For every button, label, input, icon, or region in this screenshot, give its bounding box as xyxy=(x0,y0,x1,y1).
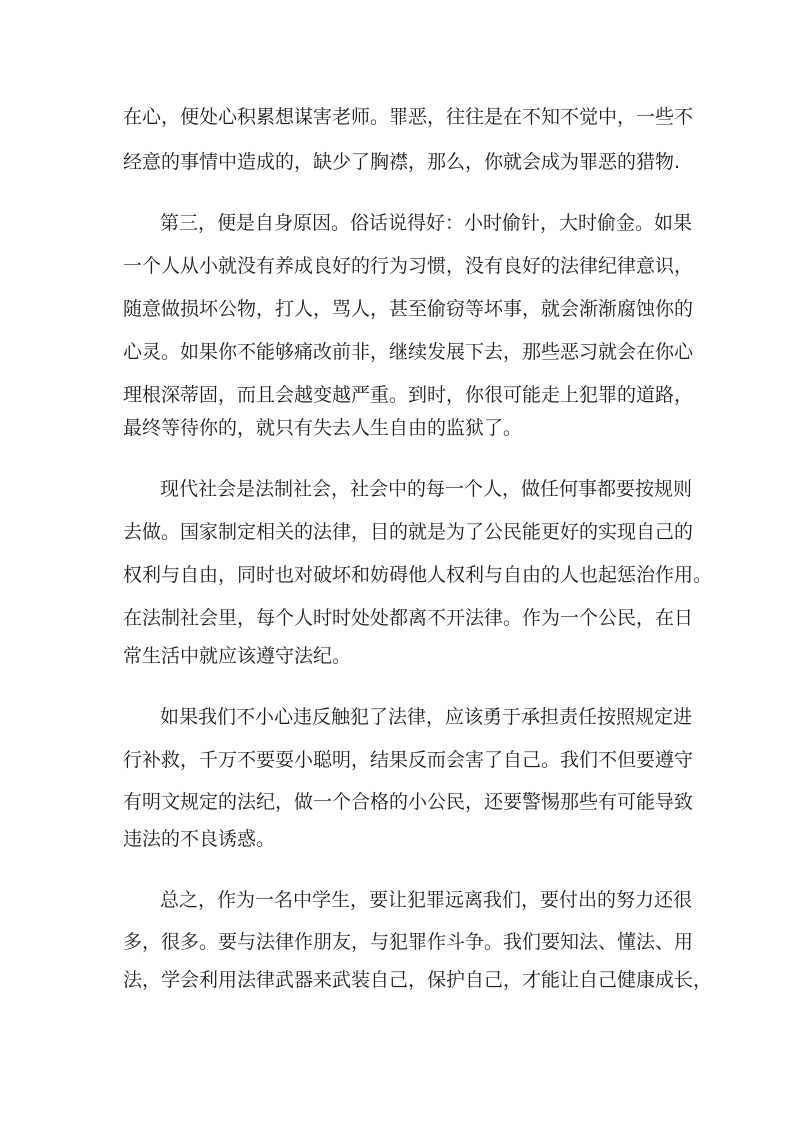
text-line: 理根深蒂固，而且会越变越严重。到时，你很可能走上犯罪的道路， xyxy=(123,384,694,406)
text-line: 一个人从小就没有养成良好的行为习惯，没有良好的法律纪律意识， xyxy=(123,255,694,277)
text-line: 多，很多。要与法律作朋友，与犯罪作斗争。我们要知法、懂法、用 xyxy=(123,931,694,953)
text-line: 现代社会是法制社会，社会中的每一个人，做任何事都要按规则 xyxy=(160,478,693,500)
text-line: 有明文规定的法纪，做一个合格的小公民，还要警惕那些有可能导致 xyxy=(123,791,694,813)
text-line: 经意的事情中造成的，缺少了胸襟，那么，你就会成为罪恶的猎物. xyxy=(123,151,681,173)
text-line: 法，学会利用法律武器来武装自己，保护自己，才能让自己健康成长， xyxy=(123,969,713,991)
text-line: 行补救，千万不要耍小聪明，结果反而会害了自己。我们不但要遵守 xyxy=(123,749,694,771)
text-line: 违法的不良诱惑。 xyxy=(123,828,276,850)
text-line: 在法制社会里，每个人时时处处都离不开法律。作为一个公民，在日 xyxy=(123,607,694,629)
text-line: 常生活中就应该遵守法纪。 xyxy=(123,645,352,667)
text-line: 去做。国家制定相关的法律，目的就是为了公民能更好的实现自己的 xyxy=(123,521,694,543)
text-line: 权利与自由，同时也对破坏和妨碍他人权利与自由的人也起惩治作用。 xyxy=(123,564,713,586)
text-line: 随意做损坏公物，打人，骂人，甚至偷窃等坏事，就会渐渐腐蚀你的 xyxy=(123,298,694,320)
text-line: 总之，作为一名中学生，要让犯罪远离我们，要付出的努力还很 xyxy=(160,889,693,911)
text-line: 最终等待你的，就只有失去人生自由的监狱了。 xyxy=(123,417,523,439)
text-line: 第三，便是自身原因。俗话说得好：小时偷针，大时偷金。如果 xyxy=(160,212,693,234)
text-line: 心灵。如果你不能够痛改前非，继续发展下去，那些恶习就会在你心 xyxy=(123,341,694,363)
text-line: 在心，便处心积累想谋害老师。罪恶，往往是在不知不觉中，一些不 xyxy=(123,106,694,128)
text-line: 如果我们不小心违反触犯了法律，应该勇于承担责任按照规定进 xyxy=(160,706,693,728)
